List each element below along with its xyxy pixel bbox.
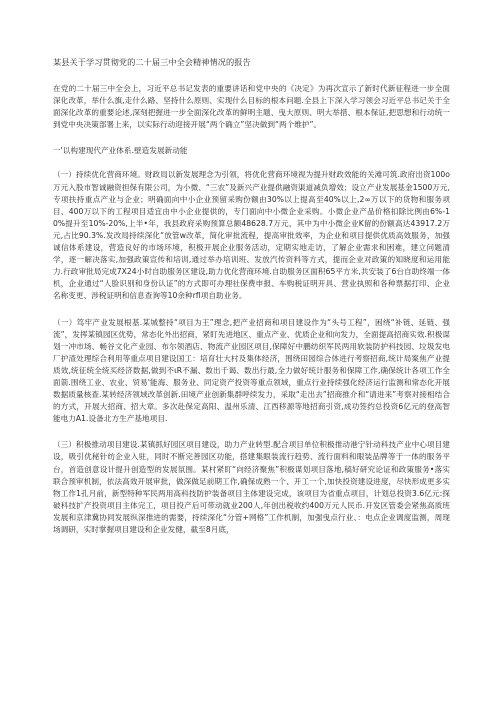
paragraph-project-construction: （三）积极推动项目建设.某镇抓好园区项目建设，助力产业转型.配合项目单位积极推动港宁针动科技产业中心项目建设，吸引优秘针纺企业入驻，同时不断完善园区功能，搭建集眼装流行趋势、流行面料和眼装品牌等于一体的服务平台，首造创意设计提升创造型的发展氛围。某村紧盯“向经济聚焦”积极谋划项目落地,稿好研究论证和政策服务•落实联合预审机制，依法高效开展审批，做深做足前期工作,确保成熟一个、开工一个,加快投资建设进度，尽快形成更多实物工作1孔月前，新型特种军民两用高科技防护装备项目主体建设完成，该项目为省重点项目，计划总投资3.6亿元:探破科技扩产投资项目主体完工，项目投产后可带动就业200人,年创出税收约400万元人民币.开发区管委会紧焦高质班发展和京津冀协同发展纵深推进的需要，持续深化“分管+网格”工作机制，加强曳点行业、：电点企业调度监测，周现场调研，实时掌握项目建设和企业发健，截至8月底， <box>53 440 450 534</box>
section-heading: 一'以构建现代产业体系.壁造发展新动能 <box>53 146 188 156</box>
document-title: 某县关于学习贯彻党的二十届三中全会精神情况的报告 <box>53 57 251 67</box>
intro-paragraph: 在党的二十届三中全会上，习近平总书记发表的重要讲话和党中央的《决定》为再次宣示了新时代新征程进一步全面深化改革，举什么旗,走什么路、坚持什么原则、实现什么目标的根本问题.全县上下深入学习领会习近平总书记关于全面深化改革的重要论述,深刻把握进一步全面深化改革的鲜明主题、曳大原则、明大举措、根本保证,把思想和行动统一到党中央决策部署上来，以实际行动迎接开展“两个确立”坚决做到“两个维护”。 <box>53 84 450 130</box>
paragraph-business-environment: （一）持续优化营商环境。财政局以新发展理念为引领，将优化营商环境视为提升财政效能的关滩可筑.政府出资100o万元入股市智诚融资担保有限公司，为小微、“三农”及新兴产业提供融资渠道减负增效；设立产业发展基金1500万元,专项扶持重点产业与企业；明确面向中小企业预留采购份额由30%以上提高至40%以上,2∞万以下的货物和服务项目、400万以下的工程项目适宜由中小企业提供的，专门面向中小微企业采购。小微企业产品价格扣除比例由6%-10%提升至10%-20%,上半•年，我县政府采购预算总额48628.7万元，其中为中小微企业K留的份额高达43917.2万元,占比90.3%.发改局持续深化“放管w改革，简化审批流程，提高审批效率，为企业和项目提供优质高效服务，加强诚信体系建设，营造良好的市场环境，积极开展企业服务活动，定期实地走访，了解企业需求和困难，建立问题清学，逐一解决落实,加强政策宣传和培训,通过举办培训班、发放汽传资料等方式，提而企业对政策的知晓度和运用能力.行政审批局完成7X24小时自助服务区建设,助力优化营商环境.自助服务区面积65平方米,共安装了6台自助终端一体机，企业通过“人脸识别和身份认证”的方式即可办理社保费申报、车购税证明开具、营业执照和各种票据打印、企业名称变更、涉税证明和信息查询等10余种rfl项自助业务。 <box>53 170 450 301</box>
paragraph-industry-foundation: （一）笃牢产业发展根基.某城整持“项目为王”理念,把产业招商和项目建设作为“头号工程”，困绕“补链、延链、强流”，发挥某镇园区优势，常态化外出招商，紧盯先进地区、重点产业、优质企业和向发力，全面提高招商实效.积极谋划一冲市场、畅谷文化产业园、布尔领酒店、物流产业园区项目,保障好中鹏纺织军民两用软装防护科技园、垃圾发电厂护渣处理综合利用等重点项目建设国工：培育壮大村及集体经济，围绕田园综合体进行考察招商,统计局案焦产业提质效,统征统全统买经济数据,做到不ιR不漏、数出千谒、数出行最,全力做好统计服务和保障工作,确保统计各项工作全面箭.围绕工业、农业、贸易'能海、服务业、同定资产投资等重点领域，重点行业持续强化经济运行监测和常态化开展数据质量核查.某转经济领域改革创新.田境产业创新集群呼续发力，采取“走出去”招商推介和“请进来”考察对接相结合的方式，开展大招商、招大章。多次赴保定高阳、温州乐清、江西移源等地招商引资,成功签约总投资6亿元的登高智能电力A1.设备北方生产基地项目. <box>53 317 450 424</box>
